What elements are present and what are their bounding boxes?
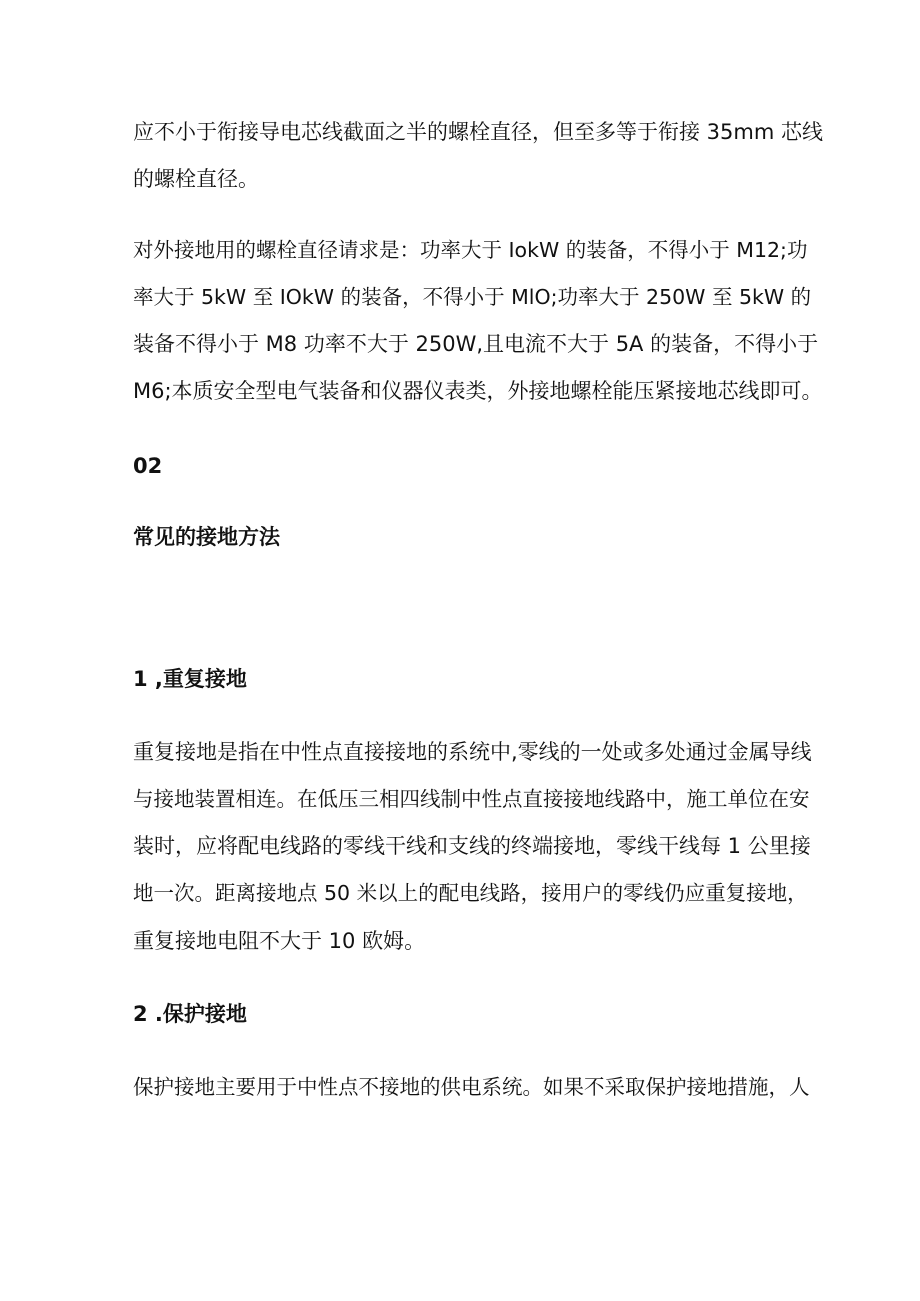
- section-title: 常见的接地方法: [133, 525, 280, 549]
- subsection-1-heading: 1 ,重复接地: [133, 667, 247, 691]
- paragraph-bolts-line-2: 的螺栓直径。: [133, 167, 259, 191]
- subsection-1-line-4: 地一次。距离接地点 50 米以上的配电线路，接用户的零线仍应重复接地，: [133, 881, 808, 905]
- subsection-1-line-1: 重复接地是指在中性点直接接地的系统中,零线的一处或多处通过金属导线: [133, 740, 812, 764]
- subsection-2-heading: 2 .保护接地: [133, 1002, 247, 1026]
- paragraph-external-line-1: 对外接地用的螺栓直径请求是：功率大于 IokW 的装备，不得小于 M12;功: [133, 238, 808, 262]
- paragraph-external-line-4: M6;本质安全型电气装备和仪器仪表类，外接地螺栓能压紧接地芯线即可。: [133, 379, 823, 403]
- subsection-1-line-3: 装时，应将配电线路的零线干线和支线的终端接地，零线干线每 1 公里接: [133, 834, 811, 858]
- subsection-2-line-1: 保护接地主要用于中性点不接地的供电系统。如果不采取保护接地措施，人: [133, 1075, 810, 1099]
- subsection-1-line-5: 重复接地电阻不大于 10 欧姆。: [133, 929, 426, 953]
- paragraph-external-line-3: 装备不得小于 M8 功率不大于 250W,且电流不大于 5A 的装备，不得小于: [133, 332, 819, 356]
- paragraph-bolts-line-1: 应不小于衔接导电芯线截面之半的螺栓直径，但至多等于衔接 35mm 芯线: [133, 120, 823, 144]
- section-number: 02: [133, 454, 163, 478]
- subsection-1-line-2: 与接地装置相连。在低压三相四线制中性点直接接地线路中，施工单位在安: [133, 787, 810, 811]
- paragraph-external-line-2: 率大于 5kW 至 IOkW 的装备，不得小于 MlO;功率大于 250W 至 5kW 的: [133, 285, 812, 309]
